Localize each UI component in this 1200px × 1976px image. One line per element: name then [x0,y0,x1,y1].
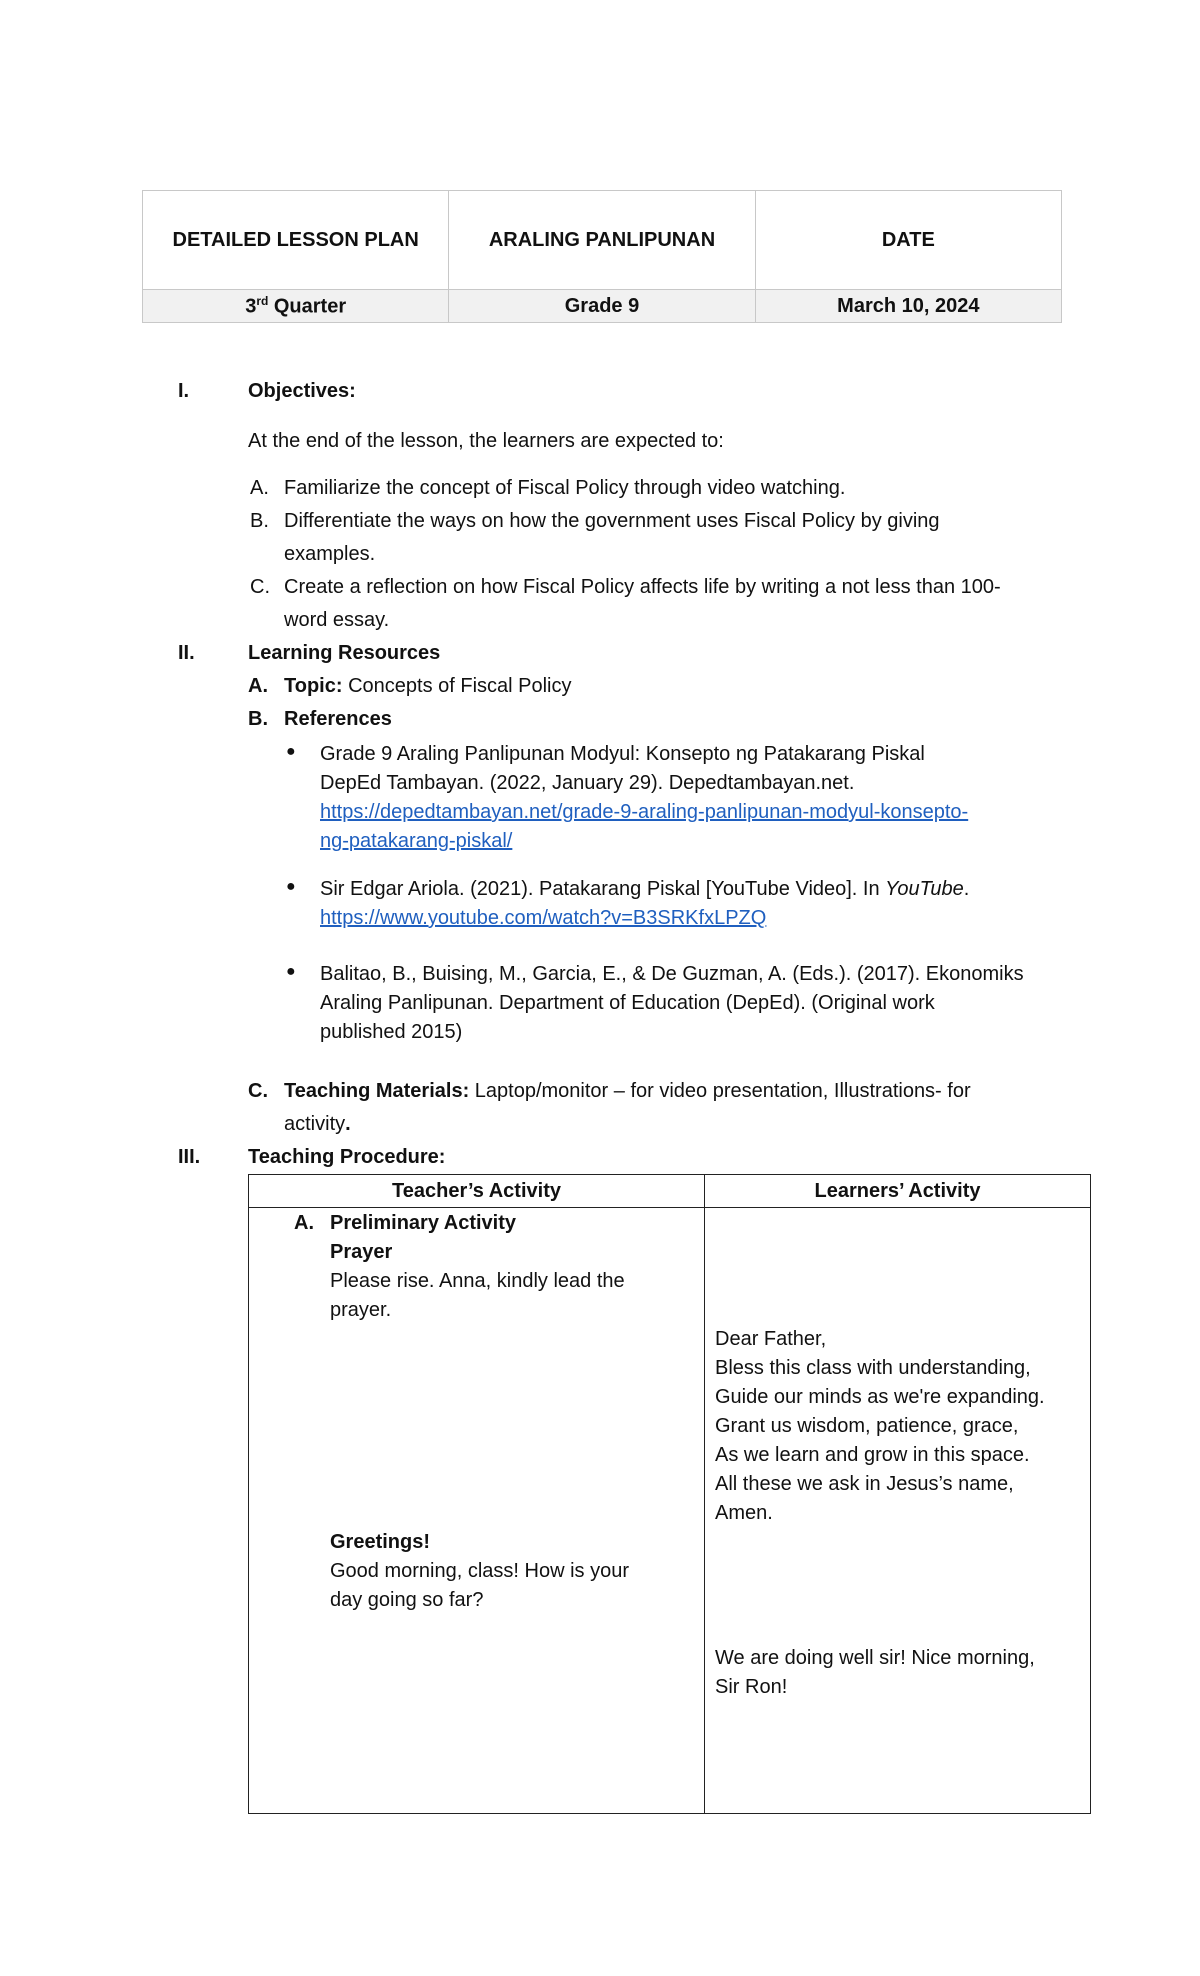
prayer-line: Amen. [715,1502,773,1524]
header-date-value: March 10, 2024 [755,290,1061,323]
header-row-bottom [143,290,1062,323]
learner-activity-cell [705,1208,1091,1814]
section-2-title: Learning Resources [248,642,441,664]
prayer-line: Dear Father, [715,1328,827,1350]
section-3-title: Teaching Procedure: [248,1146,446,1168]
topic-letter: A. [248,675,268,697]
prayer-label: Prayer [330,1241,393,1263]
greetings-label: Greetings! [330,1531,431,1553]
teacher-activity-header: Teacher’s Activity [249,1175,705,1208]
prayer-line: As we learn and grow in this space. [715,1444,1030,1466]
materials-value: Laptop/monitor – for video presentation, Illustrations- for [474,1080,971,1102]
objectives-intro: At the end of the lesson, the learners are expected to: [248,430,724,452]
header-title: DETAILED LESSON PLAN [143,191,449,290]
materials-line-cont: activity. [284,1113,351,1135]
header-grade: Grade 9 [449,290,755,323]
header-date-label: DATE [755,191,1061,290]
learner-activity-header: Learners’ Activity [705,1175,1091,1208]
materials-label: Teaching Materials: [284,1080,470,1102]
procedure-row [249,1208,1091,1814]
objective-c-letter: C. [250,576,270,598]
section-3-number: III. [178,1146,201,1168]
header-quarter: 3rd Quarter [143,290,449,323]
ref1-link[interactable]: https://depedtambayan.net/grade-9-araling-panlipunan-modyul-konsepto- [320,801,969,823]
ref3-line2: Araling Panlipunan. Department of Education (DepEd). (Original work [320,992,935,1014]
prayer-instruction-cont: prayer. [330,1299,392,1321]
section-2-number: II. [178,642,195,664]
teacher-activity-cell [249,1208,705,1814]
greeting-response-cont: Sir Ron! [715,1676,788,1698]
bullet-icon: ● [286,963,296,980]
objective-b-text-cont: examples. [284,543,376,565]
header-row-top [143,191,1062,290]
procedure-table [248,1174,1091,1814]
ref2-link[interactable]: https://www.youtube.com/watch?v=B3SRKfxLPZQ [320,907,767,929]
bullet-icon: ● [286,743,296,760]
objective-a-letter: A. [250,477,269,499]
section-1-number: I. [178,380,190,402]
references-letter: B. [248,708,268,730]
section-1-title: Objectives: [248,380,356,402]
prayer-line: Guide our minds as we're expanding. [715,1386,1045,1408]
procedure-header-row [249,1175,1091,1208]
greetings-text: Good morning, class! How is your [330,1560,630,1582]
materials-letter: C. [248,1080,268,1102]
topic-value: Concepts of Fiscal Policy [348,675,572,697]
ref1-link-cont[interactable]: ng-patakarang-piskal/ [320,830,513,852]
objective-a-text: Familiarize the concept of Fiscal Policy through video watching. [284,477,846,499]
header-subject: ARALING PANLIPUNAN [449,191,755,290]
ref1-line2: DepEd Tambayan. (2022, January 29). Depedtambayan.net. [320,772,855,794]
ref2-line1: Sir Edgar Ariola. (2021). Patakarang Piskal [YouTube Video]. In YouTube. [320,878,970,900]
objective-c-text: Create a reflection on how Fiscal Policy affects life by writing a not less than 100- [284,576,1001,598]
header-table [142,190,1062,323]
ref3-line1: Balitao, B., Buising, M., Garcia, E., & De Guzman, A. (Eds.). (2017). Ekonomiks [320,963,1024,985]
preliminary-letter: A. [294,1212,314,1234]
references-label: References [284,708,392,730]
prayer-instruction: Please rise. Anna, kindly lead the [330,1270,625,1292]
bullet-icon: ● [286,878,296,895]
objective-b-letter: B. [250,510,269,532]
greeting-response: We are doing well sir! Nice morning, [715,1647,1035,1669]
topic-line [284,673,572,699]
objective-c-text-cont: word essay. [284,609,390,631]
ref3-line3: published 2015) [320,1021,463,1043]
prayer-line: Bless this class with understanding, [715,1357,1031,1379]
prayer-line: Grant us wisdom, patience, grace, [715,1415,1019,1437]
materials-line [284,1078,971,1104]
prayer-line: All these we ask in Jesus’s name, [715,1473,1014,1495]
preliminary-heading: Preliminary Activity [330,1212,517,1234]
ref1-line1: Grade 9 Araling Panlipunan Modyul: Konsepto ng Patakarang Piskal [320,743,925,765]
greetings-text-cont: day going so far? [330,1589,484,1611]
topic-label: Topic: [284,675,343,697]
objective-b-text: Differentiate the ways on how the government uses Fiscal Policy by giving [284,510,940,532]
